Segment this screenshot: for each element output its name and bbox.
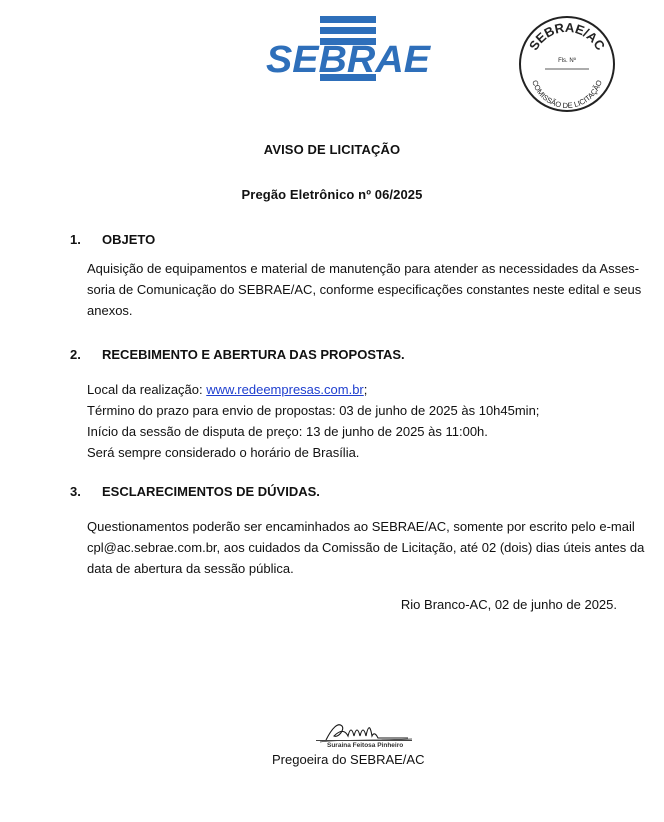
paragraph-line: Será sempre considerado o horário de Brasília. — [87, 445, 360, 460]
section-2-body — [87, 379, 619, 463]
place-date: Rio Branco-AC, 02 de junho de 2025. — [400, 597, 617, 612]
logo-text: SEBRAE — [266, 39, 432, 81]
page-subtitle: Pregão Eletrônico nº 06/2025 — [241, 187, 423, 202]
paragraph-line: cpl@ac.sebrae.com.br, aos cuidados da Comissão de Licitação, até 02 (dois) dias úteis antes da — [87, 540, 645, 555]
signatory-name: Suraina Feitosa Pinheiro — [327, 742, 404, 749]
signature-line — [316, 740, 412, 741]
section-1-heading — [70, 232, 155, 247]
section-number: 3. — [70, 484, 81, 499]
section-title: RECEBIMENTO E ABERTURA DAS PROPOSTAS. — [102, 347, 405, 362]
location-prefix: Local da realização: — [87, 382, 207, 397]
location-suffix: ; — [363, 382, 368, 397]
paragraph-line: soria de Comunicação do SEBRAE/AC, conforme especificações constantes neste edital e seus — [87, 282, 642, 297]
paragraph-line: Questionamentos poderão ser encaminhados ao SEBRAE/AC, somente por escrito pelo e-mail — [87, 519, 635, 534]
svg-text:SEBRAE/AC — [526, 20, 608, 54]
section-3-body — [87, 516, 645, 579]
commission-stamp — [517, 14, 617, 114]
paragraph-line: Término do prazo para envio de propostas: 03 de junho de 2025 às 10h45min; — [87, 403, 540, 418]
section-title: OBJETO — [102, 232, 156, 247]
paragraph-line: anexos. — [87, 303, 133, 318]
svg-text:COMISSÃO DE LICITAÇÃO — [530, 79, 604, 110]
stamp-bottom-text: COMISSÃO DE LICITAÇÃO — [530, 78, 604, 111]
sebrae-logo — [262, 14, 434, 84]
stamp-top-text: SEBRAE/AC — [525, 19, 609, 53]
paragraph-line: data de abertura da sessão pública. — [87, 561, 294, 576]
stamp-field-label: Fls. Nº — [558, 58, 576, 64]
section-1-body — [87, 258, 642, 321]
section-2-heading — [70, 347, 405, 362]
section-title: ESCLARECIMENTOS DE DÚVIDAS. — [102, 484, 320, 499]
location-line — [87, 379, 619, 400]
section-number: 2. — [70, 347, 81, 362]
page-title: AVISO DE LICITAÇÃO — [263, 142, 401, 157]
redeempresas-link[interactable]: www.redeempresas.com.br — [206, 382, 364, 397]
signatory-role: Pregoeira do SEBRAE/AC — [272, 752, 425, 767]
paragraph-line: Aquisição de equipamentos e material de manutenção para atender as necessidades da Asses- — [87, 261, 640, 276]
section-number: 1. — [70, 232, 81, 247]
section-3-heading — [70, 484, 320, 499]
paragraph-line: Início da sessão de disputa de preço: 13 de junho de 2025 às 11:00h. — [87, 424, 488, 439]
